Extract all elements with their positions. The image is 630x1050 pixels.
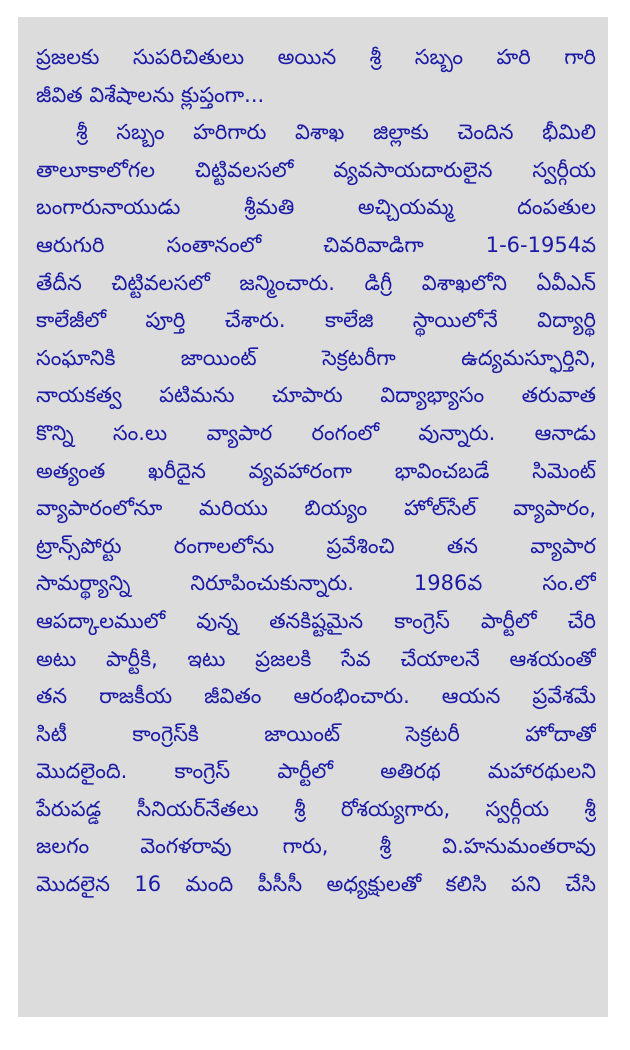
- text-line: వ్యాపారంలోనూ మరియు బియ్యం హోల్‌సేల్ వ్యాపారం,: [36, 496, 596, 521]
- text-line: మొదలైంది. కాంగ్రెస్ పార్టీలో అతిరథ మహారథులని: [36, 759, 596, 784]
- text-line: సామర్థ్యాన్ని నిరూపించుకున్నారు. 1986వ సం.లో: [36, 571, 596, 596]
- article-text: [36, 39, 596, 904]
- text-line: అటు పార్టీకి, ఇటు ప్రజలకి సేవ చేయాలనే ఆశయంతో: [36, 646, 596, 671]
- text-line: మొదలైన 16 మంది పీసీసీ అధ్యక్షులతో కలిసి పని చేసి: [36, 872, 596, 897]
- text-line: ఆరుగురి సంతానంలో చివరివాడిగా 1-6-1954వ: [36, 232, 596, 257]
- text-line: తాలూకాలోగల చిట్టివలసలో వ్యవసాయదారులైన స్వర్గీయ: [36, 157, 596, 182]
- text-line: శ్రీ సబ్బం హరిగారు విశాఖ జిల్లాకు చెందిన భీమిలి: [76, 120, 596, 145]
- text-line: తేదీన చిట్టివలసలో జన్మించారు. డిగ్రీ విశాఖలోని ఏవీఎన్: [36, 270, 596, 295]
- text-line: కొన్ని సం.లు వ్యాపార రంగంలో వున్నారు. ఆనాడు: [36, 420, 596, 445]
- text-line: సంఘానికి జాయింట్ సెక్రటరీగా ఉద్యమస్ఫూర్తిని,: [36, 345, 596, 370]
- text-line: నాయకత్వ పటిమను చూపారు విద్యాభ్యాసం తరువాత: [36, 383, 596, 408]
- article-panel: [18, 17, 608, 1017]
- text-line: సిటీ కాంగ్రెస్‌కి జాయింట్ సెక్రటరీ హోదాతో: [36, 721, 596, 746]
- text-line: జలగం వెంగళరావు గారు, శ్రీ వి.హనుమంతరావు: [36, 834, 596, 859]
- text-line: బంగారునాయుడు శ్రీమతి అచ్చియమ్మ దంపతుల: [36, 195, 596, 220]
- text-line: జీవిత విశేషాలను క్లుప్తంగా...: [36, 82, 265, 107]
- text-line: తన రాజకీయ జీవితం ఆరంభించారు. ఆయన ప్రవేశమే: [36, 684, 596, 709]
- text-line: కాలేజీలో పూర్తి చేశారు. కాలేజి స్థాయిలోనే విద్యార్థి: [36, 308, 596, 333]
- text-line: ప్రజలకు సుపరిచితులు అయిన శ్రీ సబ్బం హరి గారి: [36, 45, 596, 69]
- text-line: ట్రాన్స్‌పోర్టు రంగాలలోను ప్రవేశించి తన వ్యాపార: [36, 533, 596, 558]
- text-line: అత్యంత ఖరీదైన వ్యవహారంగా భావించబడే సిమెంట్: [36, 458, 596, 483]
- text-line: ఆపద్కాలములో వున్న తనకిష్టమైన కాంగ్రెస్ పార్టీలో చేరి: [36, 608, 596, 633]
- text-line: పేరుపడ్డ సీనియర్‌నేతలు శ్రీ రోశయ్యగారు, స్వర్గీయ శ్రీ: [36, 796, 596, 821]
